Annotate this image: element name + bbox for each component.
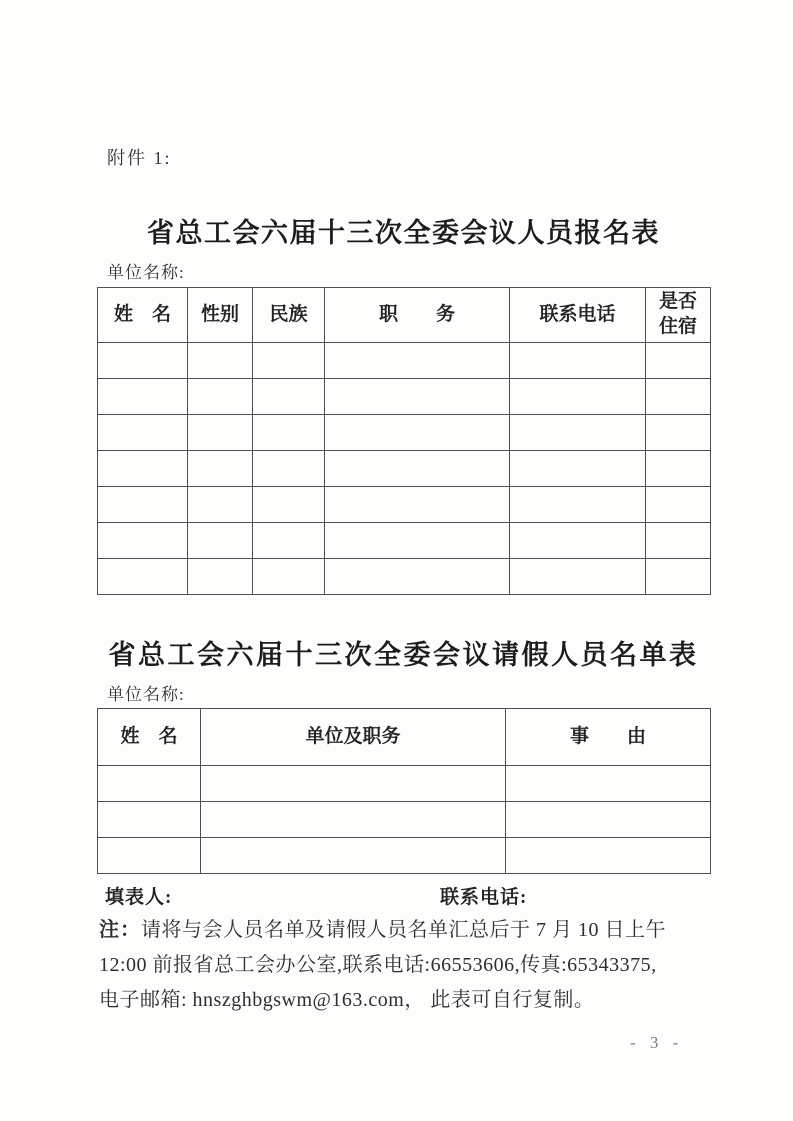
registration-table [97,287,711,595]
empty-cell [201,802,506,838]
empty-cell [510,379,646,415]
empty-cell [201,838,506,874]
empty-cell [188,559,253,595]
empty-cell [646,415,711,451]
column-header: 联系电话 [510,288,646,343]
table-row [98,343,711,379]
column-header: 性别 [188,288,253,343]
empty-cell [253,559,325,595]
empty-cell [325,523,510,559]
column-header: 单位及职务 [201,709,506,766]
empty-cell [188,451,253,487]
empty-cell [325,379,510,415]
empty-cell [646,523,711,559]
table-row [98,451,711,487]
note-text-1: 请将与会人员名单及请假人员名单汇总后于 7 月 10 日上午 [141,919,666,941]
empty-cell [325,559,510,595]
registration-form-title: 省总工会六届十三次全委会议人员报名表 [147,218,660,248]
empty-cell [510,451,646,487]
table-row [98,379,711,415]
column-header: 姓 名 [98,288,188,343]
empty-cell [510,487,646,523]
empty-cell [98,451,188,487]
page-number: - 3 - [630,1033,684,1052]
empty-cell [506,838,711,874]
empty-cell [646,487,711,523]
table-row [98,487,711,523]
registration-table-header-row [98,288,711,343]
empty-cell [506,802,711,838]
leave-table-header-row [98,709,711,766]
table-row [98,838,711,874]
column-header: 民族 [253,288,325,343]
form1-unit-name-label: 单位名称: [107,263,185,282]
table-row [98,415,711,451]
empty-cell [98,559,188,595]
empty-cell [510,559,646,595]
empty-cell [98,379,188,415]
footnote-line-1 [99,913,719,948]
empty-cell [201,766,506,802]
empty-cell [646,379,711,415]
footnote-line-2: 12:00 前报省总工会办公室,联系电话:66553606,传真:65343375, [99,954,657,976]
column-header: 是否住宿 [646,288,711,343]
empty-cell [253,343,325,379]
empty-cell [325,415,510,451]
empty-cell [98,802,201,838]
empty-cell [253,379,325,415]
empty-cell [510,523,646,559]
empty-cell [188,415,253,451]
empty-cell [510,343,646,379]
attachment-label: 附件 1: [107,148,172,168]
table-row [98,559,711,595]
empty-cell [325,343,510,379]
empty-cell [188,487,253,523]
empty-cell [510,415,646,451]
footnote [99,913,719,1018]
empty-cell [646,451,711,487]
form-filler-label: 填表人: [105,887,173,908]
note-prefix: 注： [99,919,141,941]
leave-form-title: 省总工会六届十三次全委会议请假人员名单表 [108,640,699,670]
column-header: 姓 名 [98,709,201,766]
empty-cell [98,838,201,874]
empty-cell [98,766,201,802]
column-header: 职 务 [325,288,510,343]
contact-phone-label: 联系电话: [440,887,528,908]
empty-cell [253,487,325,523]
table-row [98,802,711,838]
empty-cell [253,451,325,487]
empty-cell [325,451,510,487]
form2-unit-name-label: 单位名称: [107,685,185,704]
table-row [98,523,711,559]
empty-cell [506,766,711,802]
empty-cell [253,415,325,451]
empty-cell [98,415,188,451]
empty-cell [188,379,253,415]
empty-cell [646,559,711,595]
empty-cell [98,487,188,523]
empty-cell [188,523,253,559]
empty-cell [98,523,188,559]
empty-cell [188,343,253,379]
empty-cell [98,343,188,379]
registration-table-body [98,343,711,595]
column-header: 事 由 [506,709,711,766]
leave-table [97,708,711,874]
table-row [98,766,711,802]
empty-cell [253,523,325,559]
footnote-line-3: 电子邮箱: hnszghbgswm@163.com， 此表可自行复制。 [99,989,595,1011]
leave-table-body [98,766,711,874]
empty-cell [325,487,510,523]
empty-cell [646,343,711,379]
